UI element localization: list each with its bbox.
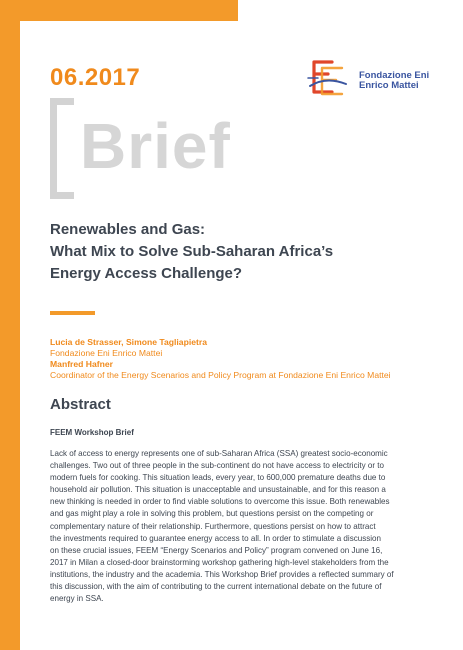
author-names: Manfred Hafner [50, 359, 114, 369]
logo-wordmark [359, 71, 429, 91]
abstract-subheading: FEEM Workshop Brief [50, 428, 134, 437]
title-divider [50, 311, 95, 315]
brief-bracket [50, 98, 74, 199]
abstract-line: energy in SSA. [50, 594, 104, 604]
abstract-line: and gas might play a role in solving this problem, but questions persist on the competing or [50, 509, 374, 519]
abstract-line: institutions, the industry and the academia. This Workshop Brief provides a reflected summary of [50, 569, 394, 579]
logo-line-2: Enrico Mattei [359, 80, 419, 91]
authors-block [50, 337, 460, 381]
author-affiliation: Coordinator of the Energy Scenarios and Policy Program at Fondazione Eni Enrico Mattei [50, 370, 391, 380]
orange-side-bar [0, 0, 20, 650]
author-names: Lucia de Strasser, Simone Tagliapietra [50, 337, 207, 347]
author-affiliation: Fondazione Eni Enrico Mattei [50, 348, 163, 358]
abstract-line: 2017 in Milan a closed-door brainstorming workshop gathering high-level stakeholders from the [50, 557, 389, 567]
feem-logo-icon [306, 54, 350, 98]
feem-logo [306, 54, 456, 98]
abstract-body [50, 448, 458, 605]
abstract-line: challenges. Two out of three people in the sub-continent do not have access to electricity or to [50, 461, 385, 471]
abstract-line: Lack of access to energy represents one of sub-Saharan Africa (SSA) greatest socio-economic [50, 449, 388, 458]
title-line: Energy Access Challenge? [50, 265, 243, 282]
abstract-line: this discussion, with the aim of contributing to the current international debate on the future of [50, 582, 382, 592]
document-title [50, 219, 440, 285]
abstract-line: modern fuels for cooking. This situation leads, every year, to 600,000 premature deaths due to [50, 473, 386, 483]
orange-top-bar [0, 0, 238, 21]
abstract-heading: Abstract [50, 396, 111, 413]
abstract-line: new thinking is needed in order to find viable solutions to overcome this issue. Both renewables [50, 497, 390, 507]
abstract-line: on these crucial issues, FEEM “Energy Scenarios and Policy” program convened on June 16, [50, 545, 383, 555]
abstract-line: household air pollution. This situation is unacceptable and unsustainable, and for this reason a [50, 485, 386, 495]
brief-wordmark: Brief [80, 110, 231, 182]
title-line: Renewables and Gas: [50, 221, 206, 238]
abstract-line: complementary nature of their relationship. Furthermore, questions persist on how to attract [50, 521, 376, 531]
issue-date: 06.2017 [50, 64, 141, 91]
logo-line-1: Fondazione Eni [359, 70, 430, 81]
abstract-line: the investments required to guarantee energy access to all. In order to stimulate a discussion [50, 533, 381, 543]
title-line: What Mix to Solve Sub-Saharan Africa’s [50, 243, 334, 260]
